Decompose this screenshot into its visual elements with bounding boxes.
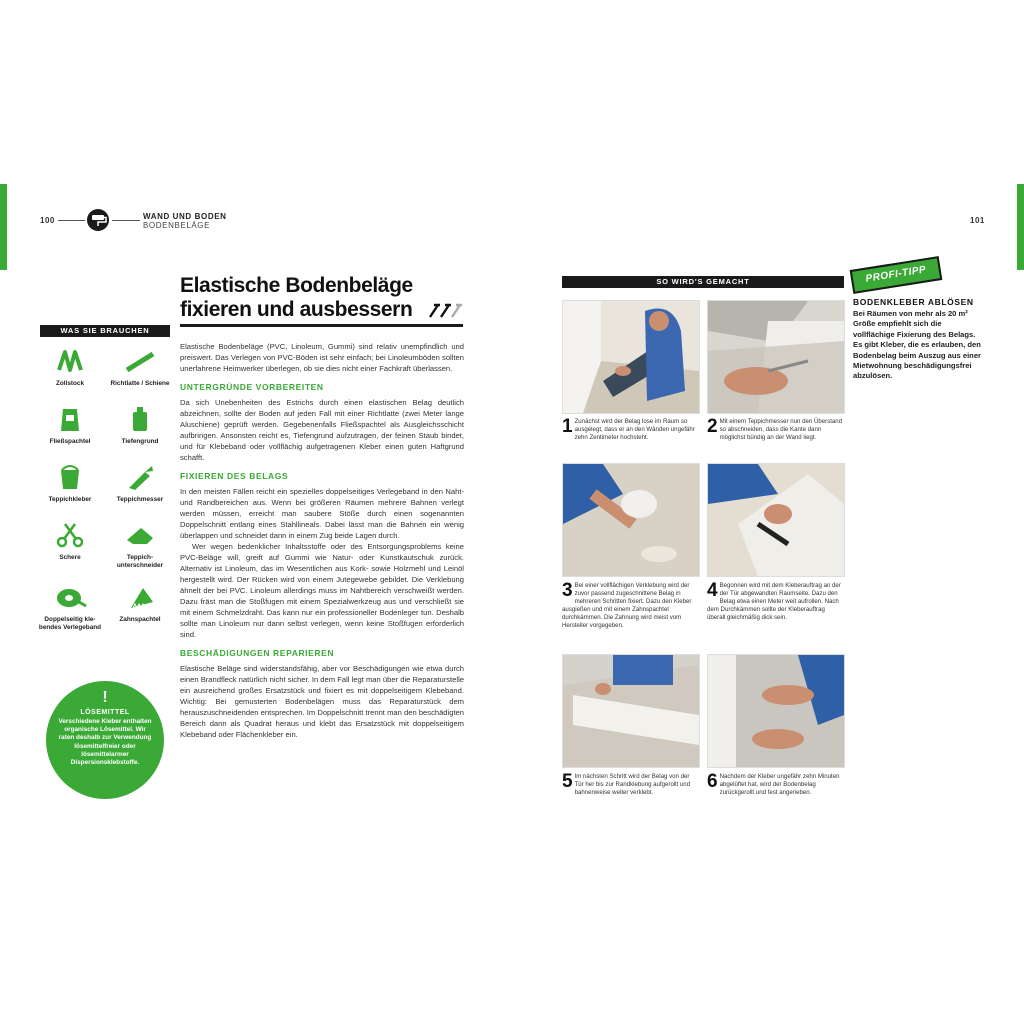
step-photo-4 [707,463,845,577]
tool-label: Richtlatte / Schiene [110,380,170,387]
tool-item [102,404,178,446]
wrench-tools-icon [428,301,464,325]
solvent-warning-badge [46,681,164,799]
step-text: Im nächsten Schritt wird der Belag von der Tür her bis zur Randklebung aufgerollt und bahnenweise weiter verklebt. [574,773,691,796]
tool-label: Tiefengrund [121,438,159,445]
article-body [180,341,464,740]
step-caption-5 [562,773,698,797]
tool-item [32,404,108,446]
tool-item [102,462,178,504]
warning-title: LÖSEMITTEL [80,709,130,716]
step-number: 5 [562,771,573,792]
title-line-2: fixieren und ausbessern [180,298,413,321]
glue-bucket-icon [53,462,87,492]
step-text: Bei einer vollflächigen Verklebung wird der zuvor passend zugeschnittene Belag in mehreren Schritten fixiert. Dazu den Kleber ausgießen und mit einem Zahnspachtel durchkämmen. Die Zahnung wird meist vom Hersteller vorgegeben. [562,582,692,629]
step-caption-3 [562,582,698,630]
paragraph-prepare: Da sich Unebenheiten des Estrichs durch einen elastischen Belag deutlich abzeichnen, sollte der Boden auf jeden Fall mit einer Richtlatte (zwei Meter lange Aluschiene) geprüft werden. Gegebenenfalls Fließspachtel als Ausgleichsschicht aufbringen. Ansonsten reicht es, Tiefengrund aufzutragen, der feinen Staub bindet, und für Klebeband oder vollflächig aufgetragenen Kleber einen guten Haftgrund schafft. [180,398,464,462]
right-edge-bar [1017,184,1024,270]
straightedge-icon [123,346,157,376]
tool-label: Teppichmesser [116,496,164,503]
tool-item [102,582,178,624]
intro-paragraph: Elastische Bodenbeläge (PVC, Linoleum, Gummi) sind relativ unempfindlich und preiswert. Das Verlegen von PVC-Böden ist sehr einfach; bei Linoleumböden sollten unerfahrene Heimwerker überlegen, ob sie dies nicht einer Fachkraft überlassen. [180,342,464,373]
profi-tip-badge: PROFI-TIPP [850,256,943,294]
subheading-fix: FIXIEREN DES BELAGS [180,471,289,481]
undercutter-icon [123,520,157,550]
page-number-left: 100 [40,216,55,225]
title-line-1: Elastische Bodenbeläge [180,274,413,297]
tool-item [102,520,178,570]
profi-tip-title: BODENKLEBER ABLÖSEN [853,297,974,307]
carpet-knife-icon [123,462,157,492]
warning-mark: ! [102,689,108,706]
tool-label: Fließspachtel [49,438,91,445]
step-number: 6 [707,771,718,792]
step-caption-4 [707,582,843,622]
header-rule [58,220,85,221]
section-subtitle: BODENBELÄGE [143,221,211,230]
header-rule [112,220,140,221]
step-photo-2 [707,300,845,414]
step-caption-2 [707,418,843,442]
folding-ruler-icon [53,346,87,376]
tape-roll-icon [53,582,87,612]
paragraph-alternatives: Wer wegen bedenklicher Inhaltsstoffe oder des Entsorgungsproblems keine PVC-Beläge will, greift auf Gummi wie Natur- oder Kunstkautschuk zurück. Alternativ ist Linoleum, das im Wesentlichen aus Kork- sowie Holzmehl und Leinöl hergestellt wird. Der Rücken wird von einem Jutegewebe gebildet. Die Verklebung ähnelt der bei PVC. Linoleum allerdings muss im Nahtbereich verschweißt werden. Dazu fräst man die Stoßfugen mit einem Spezialwerkzeug aus und verschließt sie mit einem Schmelzdraht. Das kann nur ein professioneller Bodenleger tun. Deshalb sollte man Linoleum nur dann selbst verlegen, wenn keine Stoßfugen erforderlich sind. [180,542,464,639]
tool-label: Schere [59,554,81,561]
steps-bar: SO WIRD'S GEMACHT [562,276,844,288]
step-number: 3 [562,580,573,601]
left-edge-bar [0,184,7,270]
filler-bag-icon [53,404,87,434]
step-caption-1 [562,418,698,442]
section-title: WAND UND BODEN [143,212,227,221]
step-number: 1 [562,416,573,437]
step-photo-6 [707,654,845,768]
tool-label: Doppelseitig kle- bendes Verlegeband [38,616,102,631]
tool-item [32,346,108,388]
tool-item [32,520,108,562]
step-number: 2 [707,416,718,437]
notched-trowel-icon [123,582,157,612]
tool-label: Zahnspachtel [119,616,161,623]
subheading-repair: BESCHÄDIGUNGEN REPARIEREN [180,648,335,658]
step-text: Mit einem Teppichmesser nun den Überstand so abschneiden, dass die Kante dann möglichst bündig an der Wand liegt. [719,418,843,441]
primer-canister-icon [123,404,157,434]
step-photo-1 [562,300,700,414]
paint-roller-icon [87,209,109,231]
tool-label: Zollstock [55,380,85,387]
needs-bar: WAS SIE BRAUCHEN [40,325,170,337]
tool-item [32,582,108,632]
warning-text: Verschiedene Kleber enthalten organische Lösemittel. Wir raten deshalb zur Verwendung lösemittelfreier oder lösemittelarmer Dispersionsklebstoffe. [58,718,152,767]
tool-label: Teppich- unterschneider [116,554,164,569]
page-number-right: 101 [970,216,985,225]
tool-label: Teppichkleber [48,496,92,503]
subheading-prepare: UNTERGRÜNDE VORBEREITEN [180,382,324,392]
paragraph-fix: In den meisten Fällen reicht ein spezielles doppelseitiges Verlegeband in den Naht- und Randbereichen aus. Wenn bei größeren Räumen mehrere Bahnen verlegt werden müssen, erreicht man saubere Stöße durch einen sogenannten Doppelschnitt entlang eines Stahllineals. Dabei lässt man die Bahnen ein wenig überlappen und schneidet dann in einem Zug beide Lagen durch. [180,487,464,540]
title-underline [180,324,463,327]
step-number: 4 [707,580,718,601]
step-caption-6 [707,773,843,797]
step-text: Nachdem der Kleber ungefähr zehn Minuten abgelüftet hat, wird der Bodenbelag zurückgerollt und fest angerieben. [719,773,840,796]
page-title [180,274,470,322]
step-text: Zunächst wird der Belag lose im Raum so ausgelegt, dass er an den Wänden ungefähr zehn Zentimeter hochsteht. [574,418,695,441]
paragraph-repair: Elastische Beläge sind widerstandsfähig, aber vor Beschädigungen wie etwa durch einen Brandfleck natürlich nicht sicher. In dem Fall legt man über die Reparaturstelle ein ausreichend großes Ersatzstück und fixiert es mit doppelseitigem Klebeband. Wichtig: Bei gemusterten Bodenbelägen muss das Reparaturstück dem herauszuschneidenden entsprechen. Im Doppelschnitt trennt man den beschädigten Bereich dann als Quadrat heraus und klebt das Ersatzstück mit doppelseitigem Klebeband oder Flächenkleber ein. [180,664,464,739]
scissors-icon [53,520,87,550]
tool-item [102,346,178,388]
tool-item [32,462,108,504]
step-photo-5 [562,654,700,768]
step-photo-3 [562,463,700,577]
step-text: Begonnen wird mit dem Kleberauftrag an der der Tür abgewandten Raumseite. Dazu den Belag etwa einen Meter weit aufrollen. Nach dem Durchkämmen sollte der Kleberauftrag überall gleichmäßig dick sein. [707,582,841,621]
profi-tip-text: Bei Räumen von mehr als 20 m² Größe empfiehlt sich die vollflächige Fixierung des Belags. Es gibt Kleber, die es erlauben, den Bodenbelag beim Auszug aus einer Mietwohnung beschädigungsfrei abzulösen. [853,309,981,381]
